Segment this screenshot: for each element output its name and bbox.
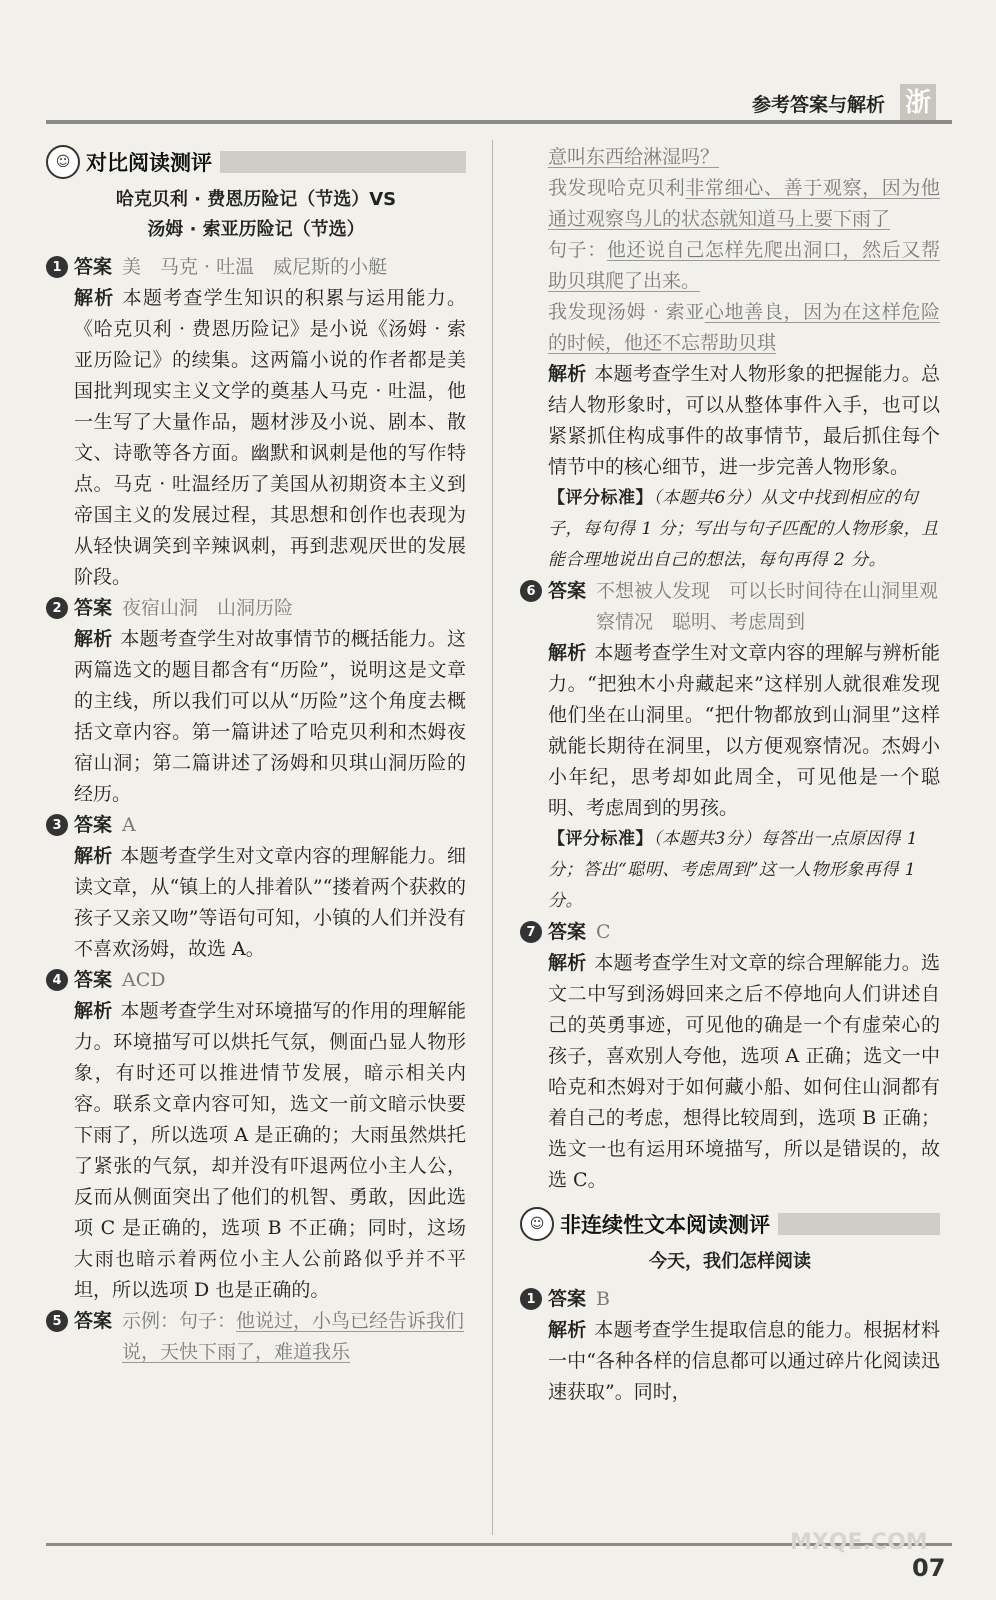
- section-title: 对比阅读测评: [86, 151, 212, 175]
- analysis-label: 解析: [548, 952, 587, 974]
- analysis-text: 本题考查学生提取信息的能力。根据材料一中“各种各样的信息都可以通过碎片化阅读迅速获取”。同时，: [548, 1319, 940, 1403]
- question-5-scoring: [548, 483, 940, 576]
- point-underlined: 心地善良，因为在这样危险的时候，他还不忘帮助贝琪: [548, 301, 940, 354]
- question-1-analysis: [74, 283, 466, 593]
- top-rule: [46, 120, 952, 124]
- answer-text: B: [596, 1288, 610, 1310]
- analysis-text: 本题考查学生知识的积累与运用能力。《哈克贝利 · 费恩历险记》是小说《汤姆 · 索亚历险记》的续集。这两篇小说的作者都是美国批判现实主义文学的奠基人马克 · 吐温，他一生写了大量作品，题材涉及小说、剧本、散文、诗歌等各方面。幽默和讽刺是他的写作特点。马克 · 吐温经历了美国从初期资本主义到帝国主义的发展过程，其思想和创作也表现为从轻快调笑到辛辣讽刺，再到悲观厌世的发展阶段。: [74, 287, 466, 588]
- question-number: 7: [520, 921, 542, 943]
- analysis-label: 解析: [548, 642, 587, 664]
- header-title: 参考答案与解析: [752, 93, 886, 116]
- answer-label: 答案: [74, 969, 113, 991]
- left-column: [46, 140, 466, 1368]
- question-number: 2: [46, 597, 68, 619]
- question-number: 5: [46, 1310, 68, 1332]
- analysis-text: 本题考查学生对文章的综合理解能力。选文二中写到汤姆回来之后不停地向人们讲述自己的英勇事迹，可见他的确是一个有虚荣心的孩子，喜欢别人夸他，选项 A 正确；选文一中哈克和杰姆对于如何藏小船、如何住山洞都有着自己的考虑，想得比较周到，选项 B 正确；选文一也有运用环境描写，所以是错误的，故选 C。: [548, 952, 940, 1191]
- page-number: 07: [912, 1554, 946, 1582]
- s2-question-1-answer: [520, 1284, 940, 1315]
- question-4-analysis: [74, 996, 466, 1306]
- answer-label: 答案: [548, 1288, 587, 1310]
- question-6-analysis: [548, 638, 940, 824]
- answer-text: 美 马克 · 吐温 威尼斯的小艇: [122, 256, 388, 278]
- question-1-answer: [46, 252, 466, 283]
- answer-label: 答案: [74, 597, 113, 619]
- answer-text: A: [122, 814, 136, 836]
- question-2-answer: [46, 593, 466, 624]
- question-2-analysis: [74, 624, 466, 810]
- owl-reader-icon: ☺: [46, 145, 80, 179]
- question-6-scoring: [548, 824, 940, 917]
- question-3-answer: [46, 810, 466, 841]
- scoring-text: （本题共6分）从文中找到相应的句子，每句得 1 分；写出与句子匹配的人物形象，且能合理地说出自己的想法，每句再得 2 分。: [548, 488, 939, 570]
- question-number: 1: [46, 256, 68, 278]
- question-number: 3: [46, 814, 68, 836]
- analysis-label: 解析: [74, 287, 115, 309]
- section-bar: [220, 151, 466, 173]
- analysis-label: 解析: [74, 1000, 113, 1022]
- section-subtitle: 今天，我们怎样阅读: [649, 1251, 811, 1272]
- question-6-answer: [520, 576, 940, 638]
- q5-continuation-line: 意叫东西给淋湿吗？: [548, 146, 720, 168]
- s2-question-1-analysis: [548, 1315, 940, 1408]
- q5-point-2: [548, 235, 940, 297]
- analysis-text: 本题考查学生对环境描写的作用的理解能力。环境描写可以烘托气氛，侧面凸显人物形象，有时还可以推进情节发展，暗示相关内容。联系文章内容可知，选文一前文暗示快要下雨了，所以选项 A 是正确的；大雨虽然烘托了紧张的气氛，却并没有吓退两位小主人公，反而从侧面突出了他们的机智、勇敢，因此选项 C 是正确的，选项 B 不正确；同时，这场大雨也暗示着两位小主人公前路似乎并不平坦，所以选项 D 也是正确的。: [74, 1000, 466, 1301]
- section-bar: [778, 1213, 940, 1235]
- point-underlined: 他还说自己怎样先爬出洞口，然后又帮助贝琪爬了出来。: [548, 239, 940, 292]
- analysis-text: 本题考查学生对文章内容的理解与辨析能力。“把独木小舟藏起来”这样别人就很难发现他们坐在山洞里。“把什物都放到山洞里”这样就能长期待在洞里，以方便观察情况。杰姆小小年纪，思考却如此周全，可见他是一个聪明、考虑周到的男孩。: [548, 642, 940, 819]
- scoring-tag: 【评分标准】: [548, 829, 653, 849]
- point-prefix: 句子：: [548, 239, 607, 261]
- point-underlined: 非常细心、善于观察，因为他通过观察鸟儿的状态就知道马上要下雨了: [548, 177, 940, 230]
- question-number: 1: [520, 1288, 542, 1310]
- answer-label: 答案: [548, 580, 587, 602]
- analysis-text: 本题考查学生对故事情节的概括能力。这两篇选文的题目都含有“历险”，说明这是文章的主线，所以我们可以从“历险”这个角度去概括文章内容。第一篇讲述了哈克贝利和杰姆夜宿山洞；第二篇讲述了汤姆和贝琪山洞历险的经历。: [74, 628, 466, 805]
- answer-text: 夜宿山洞 山洞历险: [122, 597, 294, 619]
- analysis-text: 本题考查学生对人物形象的把握能力。总结人物形象时，可以从整体事件入手，也可以紧紧抓住构成事件的故事情节，最后抓住每个情节中的核心细节，进一步完善人物形象。: [548, 363, 940, 478]
- point-prefix: 我发现哈克贝利: [548, 177, 686, 199]
- question-3-analysis: [74, 841, 466, 965]
- scoring-text: （本题共3分）每答出一点原因得 1 分；答出“聪明、考虑周到”这一人物形象再得 1 分。: [548, 829, 919, 911]
- watermark: MXQE.COM: [790, 1530, 928, 1555]
- section-header-noncontinuous: [520, 1206, 940, 1242]
- right-column: [520, 140, 940, 1408]
- column-divider: [492, 140, 493, 1535]
- point-prefix: 我发现汤姆 · 索亚: [548, 301, 705, 323]
- province-badge: 浙: [900, 84, 936, 122]
- answer-text: [122, 1306, 466, 1368]
- analysis-label: 解析: [548, 363, 587, 385]
- analysis-text: 本题考查学生对文章内容的理解能力。细读文章，从“镇上的人排着队”“搂着两个获救的孩子又亲又吻”等语句可知，小镇的人们并没有不喜欢汤姆，故选 A。: [74, 845, 466, 960]
- section-header-comparison: [46, 144, 466, 180]
- scoring-tag: 【评分标准】: [548, 488, 653, 508]
- analysis-label: 解析: [74, 845, 113, 867]
- answer-text: C: [596, 921, 611, 943]
- answer-label: 答案: [74, 256, 113, 278]
- answer-label: 答案: [548, 921, 587, 943]
- running-header: [752, 88, 931, 118]
- question-4-answer: [46, 965, 466, 996]
- q5-point-3: [548, 297, 940, 359]
- answer-label: 答案: [74, 814, 113, 836]
- section-title: 非连续性文本阅读测评: [560, 1213, 770, 1237]
- answer-text: 不想被人发现 可以长时间待在山洞里观察情况 聪明、考虑周到: [596, 580, 939, 633]
- question-number: 6: [520, 580, 542, 602]
- question-number: 4: [46, 969, 68, 991]
- owl-reader-icon: ☺: [520, 1207, 554, 1241]
- analysis-label: 解析: [548, 1319, 587, 1341]
- question-5-analysis: [548, 359, 940, 483]
- question-7-answer: [520, 917, 940, 948]
- subtitle-line-1: 哈克贝利 · 费恩历险记（节选）VS: [115, 189, 397, 210]
- subtitle-line-2: 汤姆 · 索亚历险记（节选）: [147, 219, 365, 240]
- analysis-label: 解析: [74, 628, 113, 650]
- answer-quote: 他说过，小鸟已经告诉我们说，天快下雨了，难道我乐: [122, 1310, 465, 1363]
- question-5-answer: [46, 1306, 466, 1368]
- question-7-analysis: [548, 948, 940, 1196]
- answer-prefix: 示例：句子：: [122, 1310, 237, 1332]
- q5-point-1: [548, 173, 940, 235]
- answer-label: 答案: [74, 1310, 113, 1332]
- answer-text: ACD: [122, 969, 166, 991]
